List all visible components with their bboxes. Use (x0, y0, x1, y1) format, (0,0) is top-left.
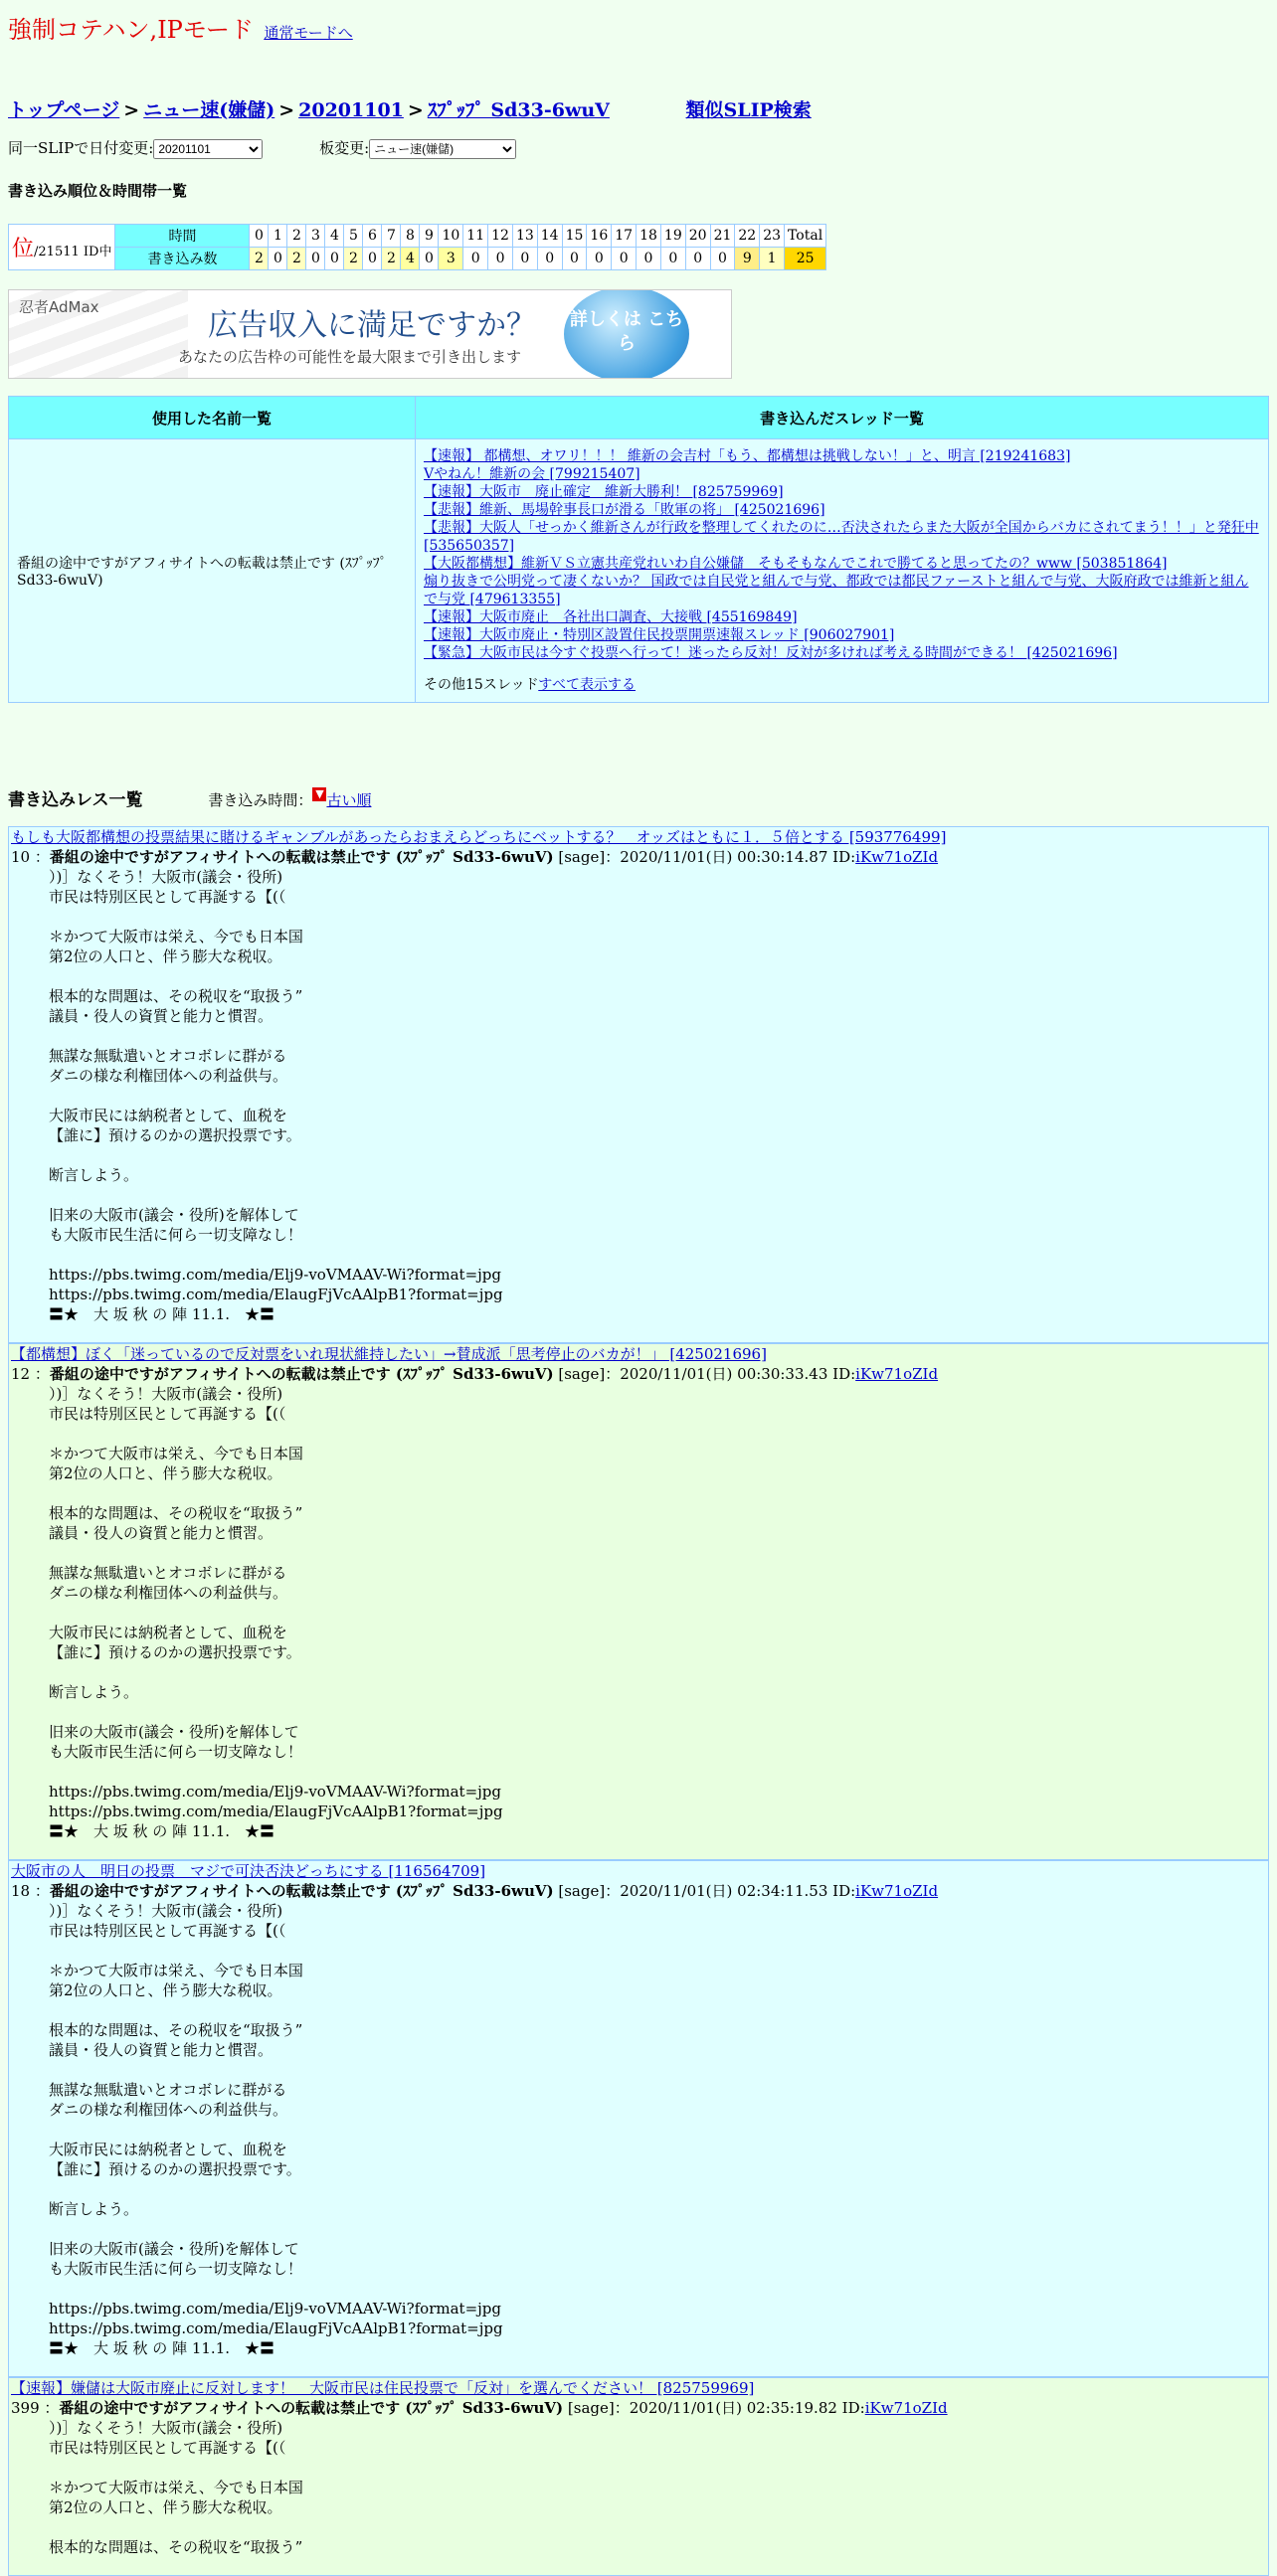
post-name: 番組の途中ですがアフィサイトへの転載は禁止です (ｽﾌﾟｯﾌﾟ Sd33-6wuV) (49, 848, 554, 866)
breadcrumb: トップページ > ニュー速(嫌儲) > 20201101 > ｽﾌﾟｯﾌﾟ Sd33-6wuV 類似SLIP検索 (8, 99, 812, 121)
post-number: 399 (11, 2399, 40, 2417)
ad-cta-button[interactable]: 詳しくは こちら (564, 289, 689, 379)
thread-link[interactable]: 【速報】 都構想、オワリ！！！ 維新の会吉村「もう、都構想は挑戦しない！」と、明言 [219241683] (424, 448, 1071, 464)
other-threads (424, 676, 1260, 694)
hour-cell: 13 (512, 225, 537, 248)
hour-cell: 11 (463, 225, 488, 248)
post-thread (9, 1861, 1268, 1881)
post-id-link[interactable]: iKw71oZId (855, 1882, 939, 1900)
breadcrumb-top[interactable]: トップページ (8, 99, 120, 121)
post-meta: 399 ：番組の途中ですがアフィサイトへの転載は禁止です (ｽﾌﾟｯﾌﾟ Sd33-6wuV) [sage]：2020/11/01(日) 02:35:19.82 ID:iKw71oZId (11, 2399, 948, 2417)
res-list-title: 書き込みレス一覧 (8, 790, 143, 810)
post-body: ）)］なくそう！大阪市(議会・役所) 市民は特別区民として再誕する【(（ ＊かつて大阪市は栄え、今でも日本国 第2位の人口と、伴う膨大な税収。 根本的な問題は、その税収を“取扱う” 議員・役人の資質と能力と慣習。 無謀な無駄遣いとオコボレに群がる ダニの様な利権団体への利益供与。 大阪市民には納税者として、血税を 【誰に】預けるのかの選択投票です。 断言しよう。 旧来の大阪市(議会・役所)を解体して も大阪市民生活に何ら一切支障なし！ https://pbs.twimg.com/media/Elj9-voVMAAV-Wi?format=jpg https://pbs.twimg.com/media/ElaugFjVcAAlpB1?format=jpg 〓★ 大 坂 秋 の 陣 11.1. ★〓 (49, 1902, 503, 2357)
total-label: Total (785, 225, 826, 248)
thread-links (424, 447, 1260, 662)
count-cell: 0 (463, 248, 488, 270)
hour-cell: 14 (537, 225, 562, 248)
threads-column-header: 書き込んだスレッド一覧 (416, 397, 1269, 439)
order-label: 書き込み時間： (208, 791, 313, 809)
posts-list (8, 826, 1269, 2576)
ad-subline: あなたの広告枠の可能性を最大限まで引き出します (178, 348, 522, 366)
rank-char: 位 (12, 237, 35, 261)
mode-header (8, 10, 353, 45)
hour-cell: 15 (562, 225, 587, 248)
selectors (8, 137, 568, 159)
hour-cell: 0 (250, 225, 269, 248)
count-label: 書き込み数 (115, 248, 250, 270)
post-date: 2020/11/01(日) 00:30:14.87 ID: (620, 848, 856, 866)
post-name: 番組の途中ですがアフィサイトへの転載は禁止です (ｽﾌﾟｯﾌﾟ Sd33-6wuV) (49, 1882, 554, 1900)
count-cell: 0 (537, 248, 562, 270)
count-cell: 3 (439, 248, 463, 270)
sort-down-icon[interactable]: ▼ (312, 787, 326, 801)
hour-cell: 16 (587, 225, 612, 248)
thread-link[interactable]: 【大阪都構想】維新ＶＳ立憲共産党れいわ自公嫌儲 そもそもなんでこれで勝てると思ってたの？www [503851864] (424, 556, 1168, 572)
post-mail: [sage] (567, 2399, 615, 2417)
total-count: 25 (785, 248, 826, 270)
count-cell: 0 (306, 248, 325, 270)
post-meta: 10 ：番組の途中ですがアフィサイトへの転載は禁止です (ｽﾌﾟｯﾌﾟ Sd33-6wuV) [sage]：2020/11/01(日) 00:30:14.87 ID:iKw71oZId (11, 848, 939, 866)
show-all-link[interactable]: すべて表示する (538, 677, 636, 693)
used-name: 番組の途中ですがアフィサイトへの転載は禁止です (ｽﾌﾟｯﾌﾟ Sd33-6wuV) (9, 439, 416, 703)
order-link[interactable]: 古い順 (326, 791, 372, 809)
res-list-header (8, 785, 371, 810)
names-column-header: 使用した名前一覧 (9, 397, 416, 439)
mode-title: 強制コテハン,IPモード (8, 16, 254, 44)
hour-cell: 20 (685, 225, 710, 248)
count-cell: 0 (512, 248, 537, 270)
post-thread-link[interactable]: 【速報】嫌儲は大阪市廃止に反対します！ 大阪市民は住民投票で「反対」を選んでください！ [825759969] (11, 2379, 755, 2397)
post-mail: [sage] (558, 848, 606, 866)
post-id-link[interactable]: iKw71oZId (864, 2399, 948, 2417)
count-cell: 0 (685, 248, 710, 270)
count-cell: 0 (710, 248, 735, 270)
count-cell: 0 (562, 248, 587, 270)
hours-row (9, 225, 826, 248)
hour-cell: 23 (760, 225, 785, 248)
count-cell: 0 (325, 248, 344, 270)
post-date: 2020/11/01(日) 00:30:33.43 ID: (620, 1365, 856, 1383)
post-thread-link[interactable]: もしも大阪都構想の投票結果に賭けるギャンブルがあったらおまえらどっちにベットする？ オッズはともに１．５倍とする [593776499] (11, 828, 947, 846)
count-cell: 0 (488, 248, 513, 270)
hour-cell: 12 (488, 225, 513, 248)
post-meta: 18 ：番組の途中ですがアフィサイトへの転載は禁止です (ｽﾌﾟｯﾌﾟ Sd33-6wuV) [sage]：2020/11/01(日) 02:34:11.53 ID:iKw71oZId (11, 1882, 939, 1900)
rank-title: 書き込み順位＆時間帯一覧 (8, 182, 188, 200)
count-cell: 9 (735, 248, 760, 270)
count-cell: 2 (344, 248, 363, 270)
counts-row (9, 248, 826, 270)
count-cell: 0 (637, 248, 661, 270)
rank-text: /21511 ID中 (34, 245, 112, 259)
hour-cell: 21 (710, 225, 735, 248)
post-date: 2020/11/01(日) 02:34:11.53 ID: (620, 1882, 856, 1900)
post-name: 番組の途中ですがアフィサイトへの転載は禁止です (ｽﾌﾟｯﾌﾟ Sd33-6wuV) (49, 1365, 554, 1383)
post-thread (9, 2378, 1268, 2398)
date-select[interactable] (153, 139, 263, 159)
post (8, 1343, 1269, 1860)
post-number: 18 (11, 1882, 31, 1900)
count-cell: 2 (287, 248, 306, 270)
board-select[interactable] (369, 139, 516, 159)
names-threads-table (8, 396, 1269, 703)
count-cell: 0 (363, 248, 382, 270)
hour-cell: 22 (735, 225, 760, 248)
breadcrumb-board[interactable]: ニュー速(嫌儲) (143, 99, 275, 121)
post-meta: 12 ：番組の途中ですがアフィサイトへの転載は禁止です (ｽﾌﾟｯﾌﾟ Sd33-6wuV) [sage]：2020/11/01(日) 00:30:33.43 ID:iKw71oZId (11, 1365, 939, 1383)
hour-cell: 17 (612, 225, 637, 248)
count-cell: 0 (420, 248, 439, 270)
post-id-link[interactable]: iKw71oZId (855, 1365, 939, 1383)
thread-link[interactable]: 煽り抜きで公明党って凄くないか？ 国政では自民党と組んで与党、都政では都民ファーストと組んで与党、大阪府政では維新と組んで与党 [479613355] (424, 574, 1249, 607)
post (8, 826, 1269, 1343)
ad-headline: 広告収入に満足ですか？ (208, 308, 536, 343)
order-control (208, 787, 372, 809)
hour-label: 時間 (115, 225, 250, 248)
post-mail: [sage] (558, 1365, 606, 1383)
other-threads-text: その他15スレッド (424, 677, 539, 693)
count-cell: 0 (612, 248, 637, 270)
thread-list (416, 439, 1269, 703)
hour-cell: 7 (382, 225, 401, 248)
hour-cell: 10 (439, 225, 463, 248)
hourly-stats-table (8, 224, 826, 270)
hour-cell: 19 (660, 225, 685, 248)
post-name: 番組の途中ですがアフィサイトへの転載は禁止です (ｽﾌﾟｯﾌﾟ Sd33-6wuV) (59, 2399, 564, 2417)
normal-mode-link[interactable]: 通常モードへ (264, 24, 353, 42)
post-mail: [sage] (558, 1882, 606, 1900)
post (8, 2377, 1269, 2576)
count-cell: 0 (269, 248, 287, 270)
thread-link[interactable]: 【悲報】維新、馬場幹事長口が滑る「敗軍の将」 [425021696] (424, 502, 825, 518)
breadcrumb-slip[interactable]: ｽﾌﾟｯﾌﾟ Sd33-6wuV (427, 99, 610, 121)
board-select-label: 板変更: (319, 139, 370, 157)
rank-cell (9, 225, 115, 270)
breadcrumb-date[interactable]: 20201101 (298, 99, 404, 121)
post-body: ）)］なくそう！大阪市(議会・役所) 市民は特別区民として再誕する【(（ ＊かつて大阪市は栄え、今でも日本国 第2位の人口と、伴う膨大な税収。 根本的な問題は、その税収を“取扱う” 議員・役人の資質と能力と慣習。 無謀な無駄遣いとオコボレに群がる ダニの様な利権団体への利益供与。 大阪市民には納税者として、血税を 【誰に】預けるのかの選択投票です。 断言しよう。 旧来の大阪市(議会・役所)を解体して も大阪市民生活に何ら一切支障なし！ https://pbs.twimg.com/media/Elj9-voVMAAV-Wi?format=jpg https://pbs.twimg.com/media/ElaugFjVcAAlpB1?format=jpg 〓★ 大 坂 秋 の 陣 11.1. ★〓 (49, 1385, 503, 1840)
hour-cell: 9 (420, 225, 439, 248)
thread-link[interactable]: Vやねん！維新の会 [799215407] (424, 466, 640, 482)
hour-cell: 3 (306, 225, 325, 248)
hour-cell: 6 (363, 225, 382, 248)
thread-link[interactable]: 【緊急】大阪市民は今すぐ投票へ行って！迷ったら反対！反対が多ければ考える時間ができる！ [425021696] (424, 645, 1118, 661)
post (8, 1860, 1269, 2377)
thread-link[interactable]: 【悲報】大阪人「せっかく維新さんが行政を整理してくれたのに…否決されたらまた大阪が全国からバカにされてまう！！」と発狂中 [535650357] (424, 520, 1259, 554)
hour-cell: 5 (344, 225, 363, 248)
post-body: ）)］なくそう！大阪市(議会・役所) 市民は特別区民として再誕する【(（ ＊かつて大阪市は栄え、今でも日本国 第2位の人口と、伴う膨大な税収。 根本的な問題は、その税収を“取扱う” 議員・役人の資質と能力と慣習。 無謀な無駄遣いとオコボレに群がる ダニの様な利権団体への利益供与。 大阪市民には納税者として、血税を 【誰に】預けるのかの選択投票です。 断言しよう。 旧来の大阪市(議会・役所)を解体して も大阪市民生活に何ら一切支障なし！ https://pbs.twimg.com/media/Elj9-voVMAAV-Wi?format=jpg https://pbs.twimg.com/media/ElaugFjVcAAlpB1?format=jpg 〓★ 大 坂 秋 の 陣 11.1. ★〓 (49, 868, 503, 1323)
post-id-link[interactable]: iKw71oZId (855, 848, 939, 866)
hour-cell: 1 (269, 225, 287, 248)
post-thread (9, 827, 1268, 847)
thread-link[interactable]: 【速報】大阪市廃止・特別区設置住民投票開票速報スレッド [906027901] (424, 627, 895, 643)
hour-cell: 8 (401, 225, 420, 248)
post-body: ）)］なくそう！大阪市(議会・役所) 市民は特別区民として再誕する【(（ ＊かつて大阪市は栄え、今でも日本国 第2位の人口と、伴う膨大な税収。 根本的な問題は、その税収を“取扱う” (49, 2419, 303, 2556)
thread-link[interactable]: 【速報】大阪市廃止 各社出口調査、大接戦 [455169849] (424, 609, 798, 625)
post-thread-link[interactable]: 【都構想】ぼく「迷っているので反対票をいれ現状維持したい」→賛成派「思考停止のバカが！」 [425021696] (11, 1345, 767, 1363)
count-cell: 4 (401, 248, 420, 270)
post-number: 10 (11, 848, 31, 866)
post-thread-link[interactable]: 大阪市の人 明日の投票 マジで可決否決どっちにする [116564709] (11, 1862, 486, 1880)
hour-cell: 4 (325, 225, 344, 248)
hour-cell: 18 (637, 225, 661, 248)
ad-brand: 忍者AdMax (19, 298, 99, 316)
count-cell: 1 (760, 248, 785, 270)
post-thread (9, 1344, 1268, 1364)
ad-banner[interactable] (8, 289, 732, 379)
count-cell: 2 (382, 248, 401, 270)
hour-cell: 2 (287, 225, 306, 248)
post-date: 2020/11/01(日) 02:35:19.82 ID: (629, 2399, 865, 2417)
similar-slip-search-link[interactable]: 類似SLIP検索 (685, 99, 812, 121)
thread-link[interactable]: 【速報】大阪市 廃止確定 維新大勝利！ [825759969] (424, 484, 784, 500)
post-number: 12 (11, 1365, 31, 1383)
count-cell: 0 (660, 248, 685, 270)
count-cell: 0 (587, 248, 612, 270)
count-cell: 2 (250, 248, 269, 270)
date-select-label: 同一SLIPで日付変更: (8, 139, 154, 157)
